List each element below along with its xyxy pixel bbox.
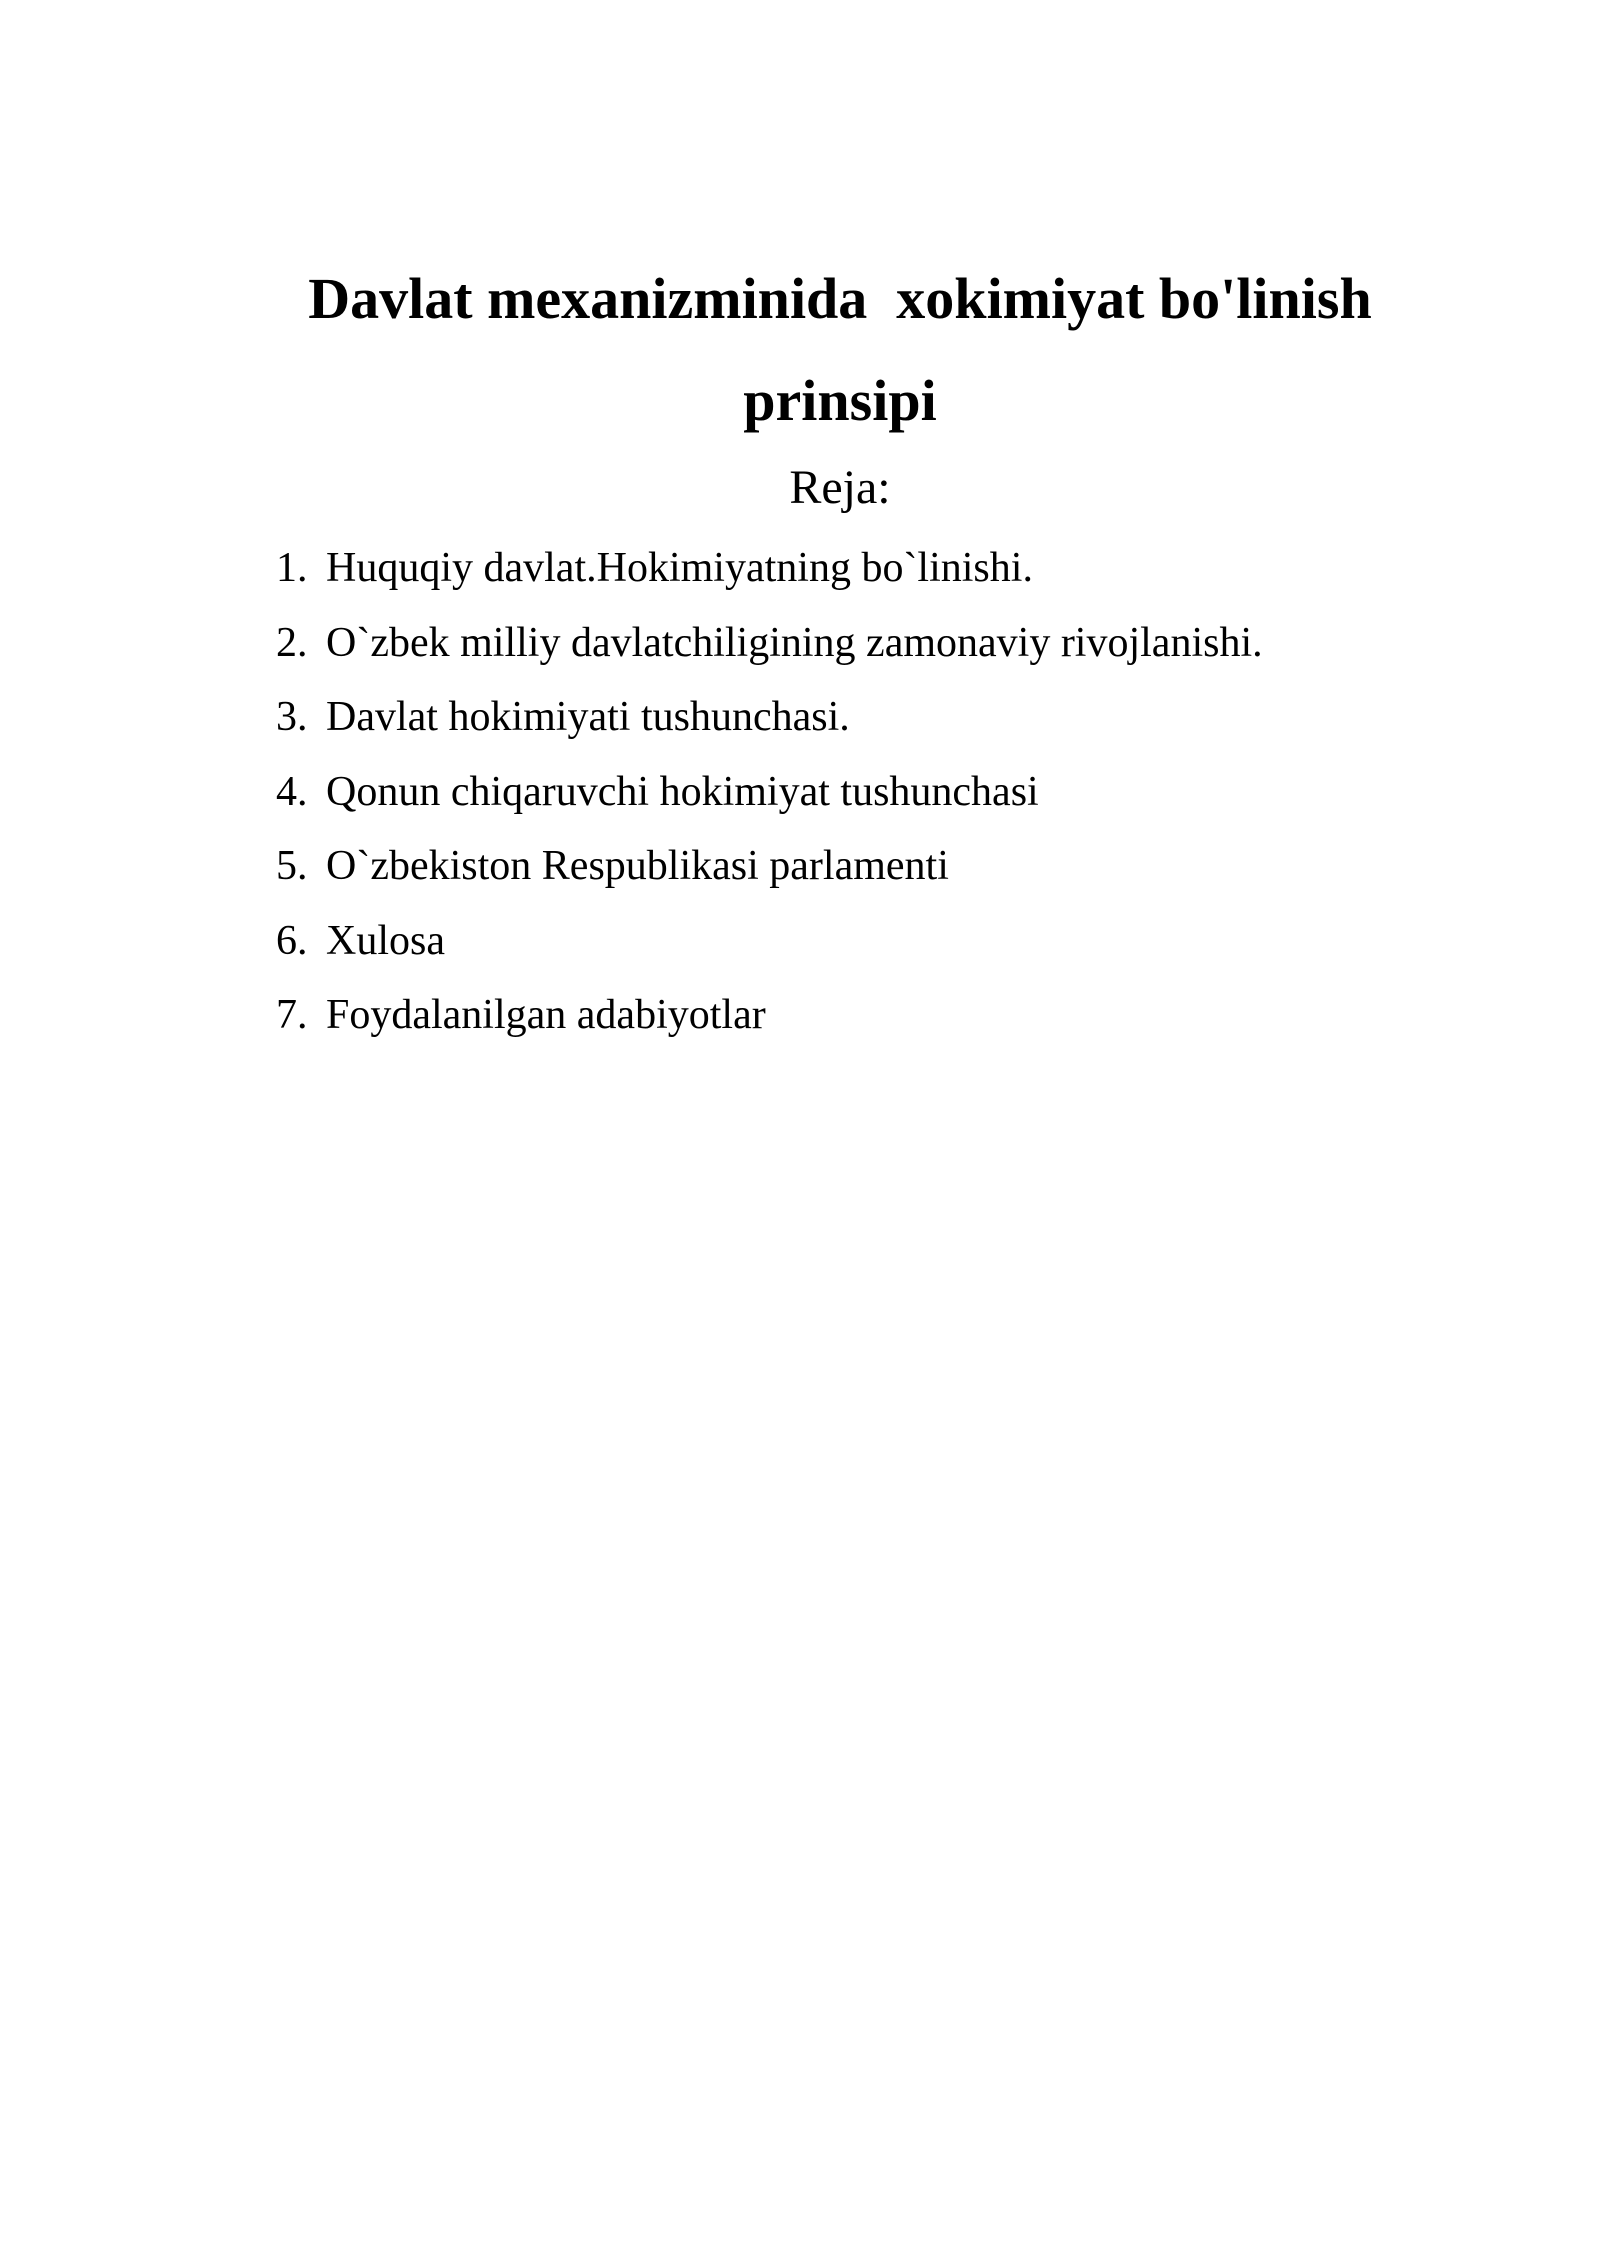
plan-item-text: O`zbek milliy davlatchiligining zamonaviy rivojlanishi. xyxy=(326,619,1263,666)
plan-item-text: Huquqiy davlat.Hokimiyatning bo`linishi. xyxy=(326,545,1033,591)
plan-heading: Reja: xyxy=(789,461,891,514)
plan-item-text: Xulosa xyxy=(326,917,445,964)
plan-item-number: 7. xyxy=(276,992,308,1038)
plan-item-number: 2. xyxy=(276,619,308,666)
plan-item xyxy=(276,613,1476,688)
plan-item-number: 4. xyxy=(276,768,308,815)
plan-item xyxy=(276,762,1476,837)
plan-item-text: Davlat hokimiyati tushunchasi. xyxy=(326,694,850,740)
plan-item-text: Qonun chiqaruvchi hokimiyat tushunchasi xyxy=(326,768,1039,815)
title-line-2: prinsipi xyxy=(743,368,937,433)
plan-item-text: O`zbekiston Respublikasi parlamenti xyxy=(326,843,949,889)
plan-item xyxy=(276,687,1476,762)
plan-item xyxy=(276,911,1476,986)
plan-item xyxy=(276,836,1476,911)
plan-item-number: 5. xyxy=(276,843,308,889)
plan-item-number: 1. xyxy=(276,545,308,591)
plan-item-text: Foydalanilgan adabiyotlar xyxy=(326,992,766,1038)
plan-item-number: 6. xyxy=(276,917,308,964)
plan-item xyxy=(276,985,1476,1060)
title-line-1: Davlat mexanizminida xokimiyat bo'linish xyxy=(308,266,1372,331)
plan-item-number: 3. xyxy=(276,694,308,740)
plan-item xyxy=(276,538,1476,613)
document-title xyxy=(260,248,1420,452)
plan-list xyxy=(276,538,1476,1060)
